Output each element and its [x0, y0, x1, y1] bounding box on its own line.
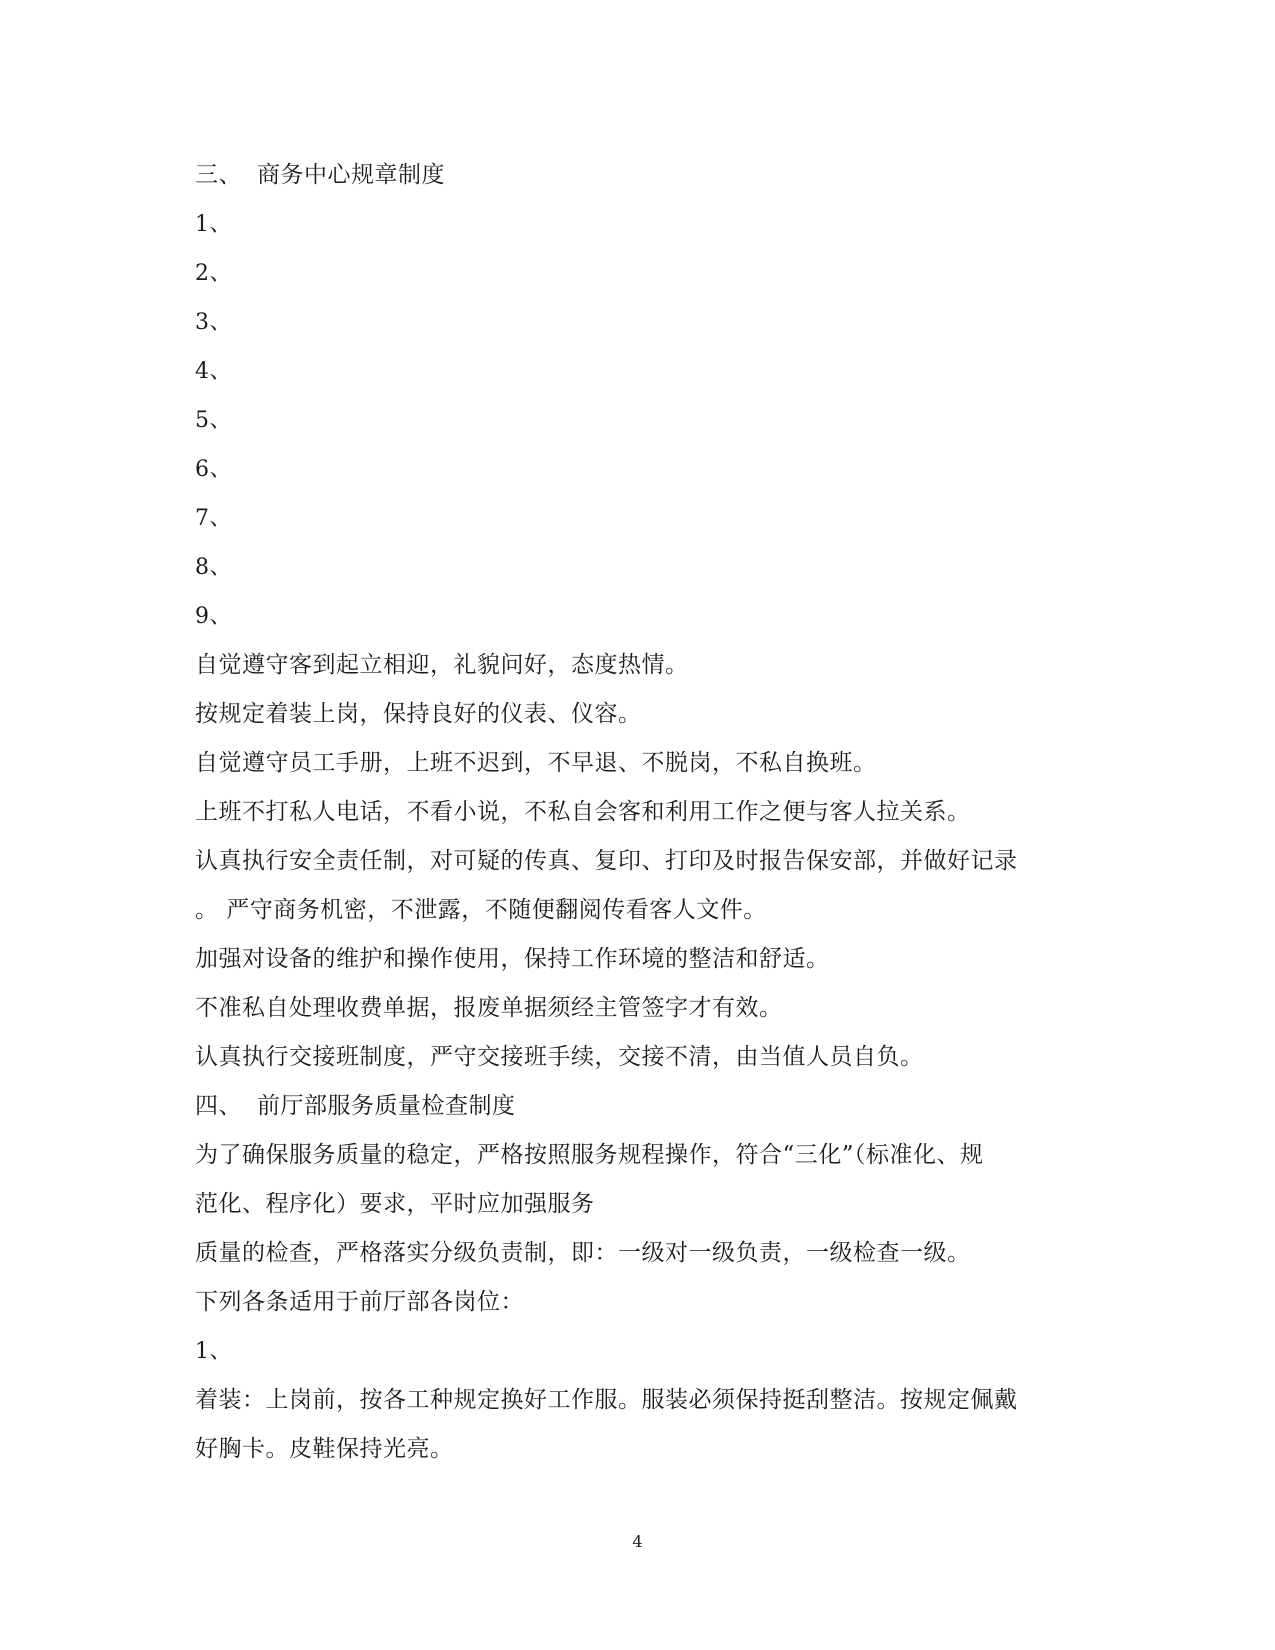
section-4-heading	[195, 1082, 1075, 1131]
page-number: 4	[632, 1532, 643, 1551]
paragraph-line: 好胸卡。皮鞋保持光亮。	[195, 1436, 454, 1462]
paragraph-line: 着装：上岗前，按各工种规定换好工作服。服装必须保持挺刮整洁。按规定佩戴	[195, 1387, 1018, 1413]
section-4-number: 四、	[195, 1093, 242, 1119]
rule-text: 自觉遵守员工手册，上班不迟到，不早退、不脱岗，不私自换班。	[195, 750, 877, 776]
list-item-number: 6、	[195, 457, 232, 482]
paragraph-line: 范化、程序化）要求，平时应加强服务	[195, 1191, 595, 1217]
rule-text: 认真执行交接班制度，严守交接班手续，交接不清，由当值人员自负。	[195, 1044, 924, 1070]
rule-text: 自觉遵守客到起立相迎，礼貌问好，态度热情。	[195, 652, 689, 678]
list-item-number: 3、	[195, 310, 232, 335]
list-item-number: 4、	[195, 359, 232, 384]
rule-text: 不准私自处理收费单据，报废单据须经主管签字才有效。	[195, 995, 783, 1021]
rule-text: 。 严守商务机密，不泄露，不随便翻阅传看客人文件。	[195, 897, 767, 923]
rule-text: 认真执行安全责任制，对可疑的传真、复印、打印及时报告保安部，并做好记录	[195, 848, 1018, 874]
rule-text: 加强对设备的维护和操作使用，保持工作环境的整洁和舒适。	[195, 946, 830, 972]
list-item-number: 1、	[195, 1339, 232, 1364]
list-item-number: 7、	[195, 506, 232, 531]
list-item-number: 2、	[195, 261, 232, 286]
rule-text: 上班不打私人电话，不看小说，不私自会客和利用工作之便与客人拉关系。	[195, 799, 971, 825]
paragraph-line: 质量的检查，严格落实分级负责制，即：一级对一级负责，一级检查一级。	[195, 1240, 971, 1266]
rule-text: 按规定着装上岗，保持良好的仪表、仪容。	[195, 701, 642, 727]
section-3-number: 三、	[195, 162, 242, 188]
section-3-heading	[195, 151, 1075, 200]
list-item-number: 5、	[195, 408, 232, 433]
section-3-title: 商务中心规章制度	[257, 162, 445, 188]
list-item-number: 1、	[195, 212, 232, 237]
paragraph-line: 为了确保服务质量的稳定，严格按照服务规程操作，符合“三化”（标准化、规	[195, 1142, 984, 1168]
section-4-title: 前厅部服务质量检查制度	[257, 1093, 516, 1119]
page-content	[195, 151, 1075, 1474]
list-item-number: 8、	[195, 555, 232, 580]
paragraph-line: 下列各条适用于前厅部各岗位：	[195, 1289, 524, 1315]
list-item-number: 9、	[195, 604, 232, 629]
